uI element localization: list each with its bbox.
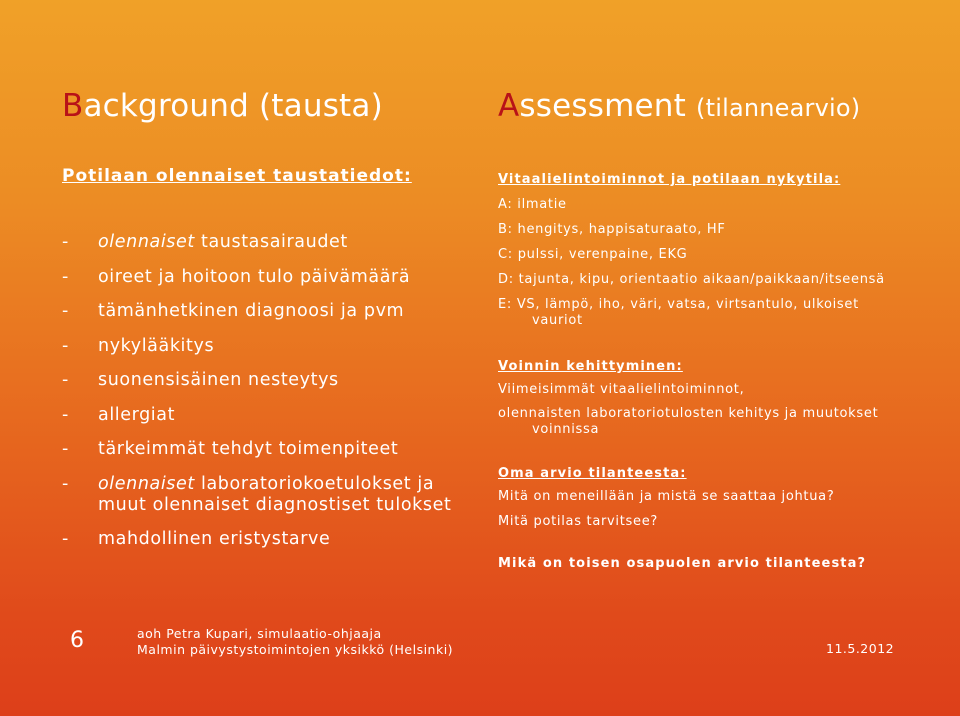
list-dash: - <box>62 370 69 390</box>
development-line-2-continued: voinnissa <box>532 422 600 437</box>
list-item-text: laboratoriokoetulokset ja muut olennaiset diagnostiset tulokset <box>98 473 452 515</box>
own-assessment-heading: Oma arvio tilanteesta: <box>498 466 687 481</box>
list-dash: - <box>62 232 69 252</box>
vital-functions-heading: Vitaalielintoiminnot ja potilaan nykytila: <box>498 172 841 187</box>
assessment-column <box>498 172 938 571</box>
development-heading: Voinnin kehittyminen: <box>498 359 683 374</box>
vital-b: B: hengitys, happisaturaato, HF <box>498 222 726 237</box>
left-heading: Potilaan olennaiset taustatiedot: <box>62 166 412 186</box>
list-item <box>62 529 472 550</box>
list-item-text: nykylääkitys <box>98 335 215 356</box>
title-assessment-initial: A <box>498 88 520 124</box>
title-background <box>62 88 383 124</box>
list-item-text: mahdollinen eristystarve <box>98 528 331 549</box>
list-item <box>62 439 472 460</box>
list-dash: - <box>62 439 69 459</box>
other-party-question: Mikä on toisen osapuolen arvio tilanteesta? <box>498 556 867 571</box>
vital-c: C: pulssi, verenpaine, EKG <box>498 247 688 262</box>
list-item <box>62 301 472 322</box>
list-item <box>62 474 472 516</box>
list-item-text: tärkeimmät tehdyt toimenpiteet <box>98 439 399 459</box>
development-line-1: Viimeisimmät vitaalielintoiminnot, <box>498 382 745 397</box>
list-item-italic: olennaiset <box>98 473 195 494</box>
title-assessment <box>498 88 860 124</box>
own-assessment-line-2: Mitä potilas tarvitsee? <box>498 514 659 529</box>
list-item <box>62 232 472 253</box>
list-item-text: allergiat <box>98 404 176 425</box>
footer-organization: Malmin päivystystoimintojen yksikkö (Helsinki) <box>137 642 454 657</box>
vital-a: A: ilmatie <box>498 197 567 212</box>
own-assessment-line-1: Mitä on meneillään ja mistä se saattaa johtua? <box>498 489 835 504</box>
list-item-text: suonensisäinen nesteytys <box>98 370 339 390</box>
list-dash: - <box>62 335 69 356</box>
footer-author: aoh Petra Kupari, simulaatio-ohjaaja <box>137 626 382 641</box>
slide-number: 6 <box>70 628 84 653</box>
footer-date: 11.5.2012 <box>826 641 895 656</box>
title-background-rest: ackground (tausta) <box>83 88 383 124</box>
list-dash: - <box>62 301 69 321</box>
title-assessment-subtitle: (tilannearvio) <box>696 94 861 122</box>
list-item-text: oireet ja hoitoon tulo päivämäärä <box>98 266 411 287</box>
list-item-text: taustasairaudet <box>194 232 348 252</box>
list-item-italic: olennaiset <box>98 232 195 252</box>
development-line-2: olennaisten laboratoriotulosten kehitys ja muutokset <box>498 406 879 421</box>
list-item-text: tämänhetkinen diagnoosi ja pvm <box>98 301 405 321</box>
background-list <box>62 232 472 563</box>
list-item <box>62 267 472 288</box>
vital-d: D: tajunta, kipu, orientaatio aikaan/paikkaan/itseensä <box>498 272 885 287</box>
list-dash: - <box>62 528 69 549</box>
vital-e: E: VS, lämpö, iho, väri, vatsa, virtsantulo, ulkoiset <box>498 297 859 312</box>
list-item <box>62 336 472 357</box>
list-item <box>62 370 472 391</box>
vital-e-continued: vauriot <box>532 313 583 328</box>
list-dash: - <box>62 266 69 287</box>
footer-credits <box>137 626 453 658</box>
title-background-initial: B <box>62 88 84 124</box>
title-assessment-rest: ssessment <box>519 88 686 124</box>
list-item <box>62 405 472 426</box>
list-dash: - <box>62 473 69 494</box>
list-dash: - <box>62 404 69 425</box>
